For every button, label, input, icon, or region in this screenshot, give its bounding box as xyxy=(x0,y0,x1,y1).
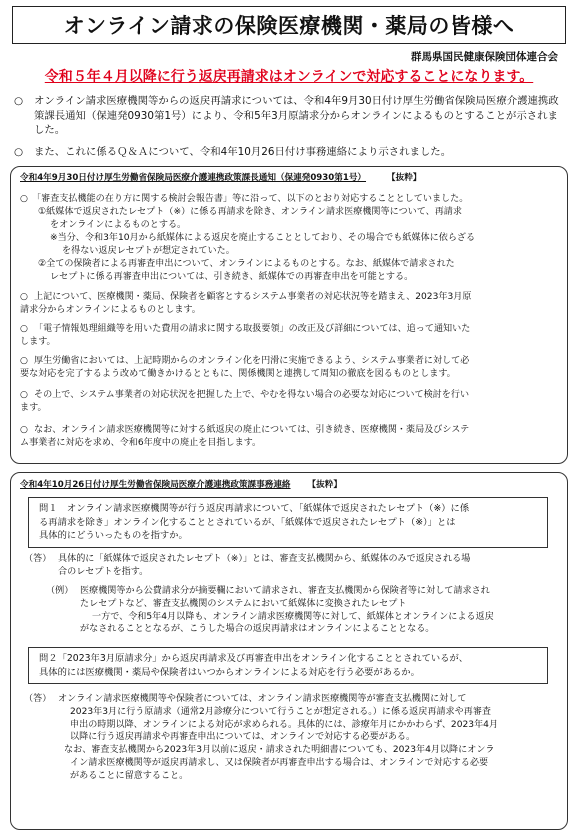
page-title: オンライン請求の保険医療機関・薬局の皆様へ xyxy=(12,6,566,44)
answer-2 xyxy=(24,693,556,783)
item-line: 請求分からオンラインによるものとします。 xyxy=(20,305,201,315)
notice-1-title: 令和4年9月30日付け厚生労働省保険局医療介護連携政策課長通知（保連発0930第1号） xyxy=(20,173,367,183)
bullet: ○ xyxy=(20,194,28,204)
item-line: 「電子情報処理組織等を用いた費用の請求に関する取扱要領」の改正及び詳細については、追って通知いた xyxy=(34,324,471,334)
example-line: たレセプトなど、審査支払機関のシステムにおいて紙媒体に変換されたレセプト xyxy=(80,598,407,609)
intro-paragraph-2 xyxy=(14,145,564,160)
answer-label: （答） xyxy=(24,554,52,564)
answer-line: 申出の時期以降、オンラインによる対応が求められる。具体的には、診療年月にかかわらず、2023年4月 xyxy=(70,719,499,730)
item-line: 上記について、医療機関・薬局、保険者を顧客とするシステム事業者の対応状況等を踏まえ、2023年3月原 xyxy=(34,292,472,302)
item-line: レセプトに係る再審査申出については、引き続き、紙媒体での再審査申出を可能とする。 xyxy=(50,272,414,282)
item-line: 「審査支払機能の在り方に関する検討会報告書」等に沿って、以下のとおり対応することとしていました。 xyxy=(32,194,469,204)
notice-2-title: 令和4年10月26日付け厚生労働省保険局医療介護連携政策課事務連絡 xyxy=(20,480,291,490)
item-line: ②全ての保険者による再審査申出について、オンラインによるものとする。なお、紙媒体で請求された xyxy=(38,259,455,269)
answer-line: 以降に行う返戻再請求や再審査申出については、オンラインで対応する必要がある。 xyxy=(70,732,416,743)
notice-1-tag: 【抜粋】 xyxy=(387,173,422,183)
item-line: ます。 xyxy=(20,403,47,413)
intro-paragraph-1 xyxy=(14,94,564,138)
example-label: （例） xyxy=(46,586,74,596)
intro-text-2: また、これに係るＱ＆Ａについて、令和4年10月26日付け事務連絡により示されました。 xyxy=(34,146,452,158)
question-line: 問１ オンライン請求医療機関等が行う返戻再請求について、「紙媒体で返戻されたレセプト（※）に係 xyxy=(39,503,470,514)
answer-line: イン請求医療機関等が返戻再請求し、又は保険者が再審査申出する場合は、オンラインで対応する必要 xyxy=(70,757,489,768)
answer-line: なお、審査支払機関から2023年3月以前に返戻・請求された明細書についても、2023年4月以降にオンラ xyxy=(64,745,495,756)
question-line: 具体的にどういったものを指すか。 xyxy=(39,530,188,541)
answer-1 xyxy=(24,553,556,579)
notice-1-item-2 xyxy=(20,291,555,317)
answer-label: （答） xyxy=(24,694,52,704)
item-line: なお、オンライン請求医療機関等に対する紙返戻の廃止については、引き続き、医療機関・薬局及びシステ xyxy=(34,425,470,435)
notice-2-heading xyxy=(20,478,342,490)
notice-1-item-4 xyxy=(20,355,555,381)
intro-text-1: オンライン請求医療機関等からの返戻再請求については、令和4年9月30日付け厚生労働省保険局医療介護連携政策課長通知（保連発0930第1号）により、令和5年3月原請求分からオンラインによるものとすることが示されました。 xyxy=(34,95,559,136)
answer-line: 2023年3月に行う原請求（通常2月診療分について行うことが想定される。）に係る返戻再請求や再審査 xyxy=(70,706,492,717)
question-1-box xyxy=(28,497,548,548)
question-line: る再請求を除き」オンライン化することとされているが、「紙媒体で返戻されたレセプト（※）」とは xyxy=(39,516,456,528)
item-line: ム事業者に対応を求め、令和6年度中の廃止を目指します。 xyxy=(20,438,262,448)
question-line: 問２「2023年3月原請求分」から返戻再請求及び再審査申出をオンライン化することとされているが、 xyxy=(39,653,469,664)
question-line: 具体的には医療機関・薬局や保険者はいつからオンラインによる対応を行う必要があるか。 xyxy=(39,666,420,678)
bullet: ○ xyxy=(14,95,24,107)
organization-name: 群馬県国民健康保険団体連合会 xyxy=(411,51,558,63)
bullet: ○ xyxy=(14,146,24,158)
headline: 令和５年４月以降に行う返戻再請求はオンラインで対応することになります。 xyxy=(44,69,534,85)
answer-line: オンライン請求医療機関等や保険者については、オンライン請求医療機関等が審査支払機関に対して xyxy=(58,694,467,704)
item-line: 要な対応を完了するよう改めて働きかけるとともに、関係機関と連携して周知の徹底を図るものとします。 xyxy=(20,369,456,379)
example-line: がなされることとなるが、こうした場合の返戻再請求はオンラインによることとなる。 xyxy=(80,624,435,635)
notice-1-item-5 xyxy=(20,389,555,415)
item-line: します。 xyxy=(20,337,56,347)
item-line: をオンラインによるものとする。 xyxy=(50,220,187,230)
bullet: ○ xyxy=(20,356,28,366)
notice-1-item-3 xyxy=(20,323,555,349)
notice-1-item-1 xyxy=(20,193,555,284)
notice-1-heading xyxy=(20,171,421,183)
question-2-box xyxy=(28,647,548,684)
item-line: ※当分、令和3年10月から紙媒体による返戻を廃止することとしており、その場合でも紙媒体に依らざる xyxy=(50,233,476,243)
notice-2-tag: 【抜粋】 xyxy=(307,480,342,490)
answer-line: 具体的に「紙媒体で返戻されたレセプト（※）」とは、審査支払機関から、紙媒体のみで返戻される場 xyxy=(58,554,471,564)
example-line: 医療機関等から公費請求分が摘要欄において請求され、審査支払機関から保険者等に対して請求され xyxy=(80,586,490,596)
answer-line: 合のレセプトを指す。 xyxy=(58,566,149,577)
bullet: ○ xyxy=(20,425,28,435)
example-1 xyxy=(46,585,556,636)
bullet: ○ xyxy=(20,390,28,400)
item-line: その上で、システム事業者の対応状況を把握した上で、やむを得ない場合の必要な対応について検討を行い xyxy=(34,390,470,400)
item-line: ①紙媒体で返戻されたレセプト（※）に係る再請求を除き、オンライン請求医療機関等について、再請求 xyxy=(38,207,462,217)
bullet: ○ xyxy=(20,324,28,334)
bullet: ○ xyxy=(20,292,28,302)
item-line: 厚生労働省においては、上記時期からのオンライン化を円滑に実施できるよう、システム事業者に対して必 xyxy=(34,356,470,366)
example-line: 一方で、令和5年4月以降も、オンライン請求医療機関等に対して、紙媒体とオンラインによる返戻 xyxy=(92,611,494,622)
answer-line: があることに留意すること。 xyxy=(70,770,189,781)
notice-1-item-6 xyxy=(20,424,555,450)
item-line: を得ない返戻レセプトが想定されていた。 xyxy=(62,246,235,256)
